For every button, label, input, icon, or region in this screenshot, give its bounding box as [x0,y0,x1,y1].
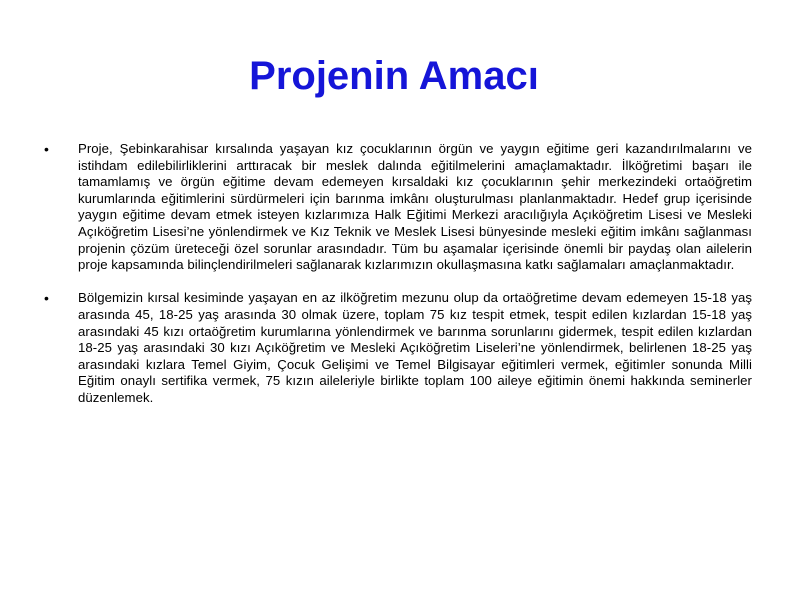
slide-title: Projenin Amacı [249,54,539,98]
bullet-item-1 [44,141,752,274]
bullet-text-1: Proje, Şebinkarahisar kırsalında yaşayan kız çocuklarının örgün ve yaygın eğitime geri kazandırılmalarını ve istihdam edilebilirliklerini arttıracak bir meslek dalında eğitilmelerini amaçlamaktadır. İlköğretimi başarı ile tamamlamış ve örgün eğitime devam edemeyen kırsaldaki kız çocuklarının şehir merkezindeki ortaöğretim kurumlarında eğitimlerini sürdürmeleri için barınma imkânı oluşturulması planlanmaktadır. Hedef grup içerisinde yaygın eğitime devam etmek isteyen kızlarımıza Halk Eğitimi Merkezi aracılığıyla Açıköğretim Lisesi ve Mesleki Açıköğretim Lisesi’ne yönlendirmek ve Kız Teknik ve Meslek Lisesi bünyesinde mesleki eğitim imkânı sağlanması projenin çözüm üreteceği özel sorunlar arasındadır. Tüm bu aşamalar içerisinde önemli bir paydaş olan ailelerin proje kapsamında bilinçlendirilmeleri sağlanarak kızlarımızın okullaşmasına katkı sağlamaları amaçlanmaktadır. [78,141,752,273]
bullet-text-2: Bölgemizin kırsal kesiminde yaşayan en az ilköğretim mezunu olup da ortaöğretime devam edemeyen 15-18 yaş arasında 45, 18-25 yaş arasında 30 olmak üzere, toplam 75 kız tespit etmek, tespit edilen kızlardan 15-18 yaş arasındaki 45 kızı ortaöğretim kurumlarına yönlendirmek ve barınma sorunlarını gidermek, tespit edilen kızlardan 18-25 yaş arasındaki 30 kızı Açıköğretim ve Mesleki Açıköğretim Liseleri’ne yönlendirmek, belirlenen 18-25 yaş arasındaki kızlara Temel Giyim, Çocuk Gelişimi ve Temel Bilgisayar eğitimleri vermek, eğitimler sonunda Milli Eğitim onaylı sertifika vermek, 75 kızın aileleriyle birlikte toplam 100 aileye eğitimin önemi hakkında seminerler düzenlemek. [78,290,752,405]
bullet-list [44,141,752,409]
bullet-dot-icon: • [44,141,49,157]
bullet-item-2 [44,290,752,406]
bullet-dot-icon: • [44,290,49,307]
